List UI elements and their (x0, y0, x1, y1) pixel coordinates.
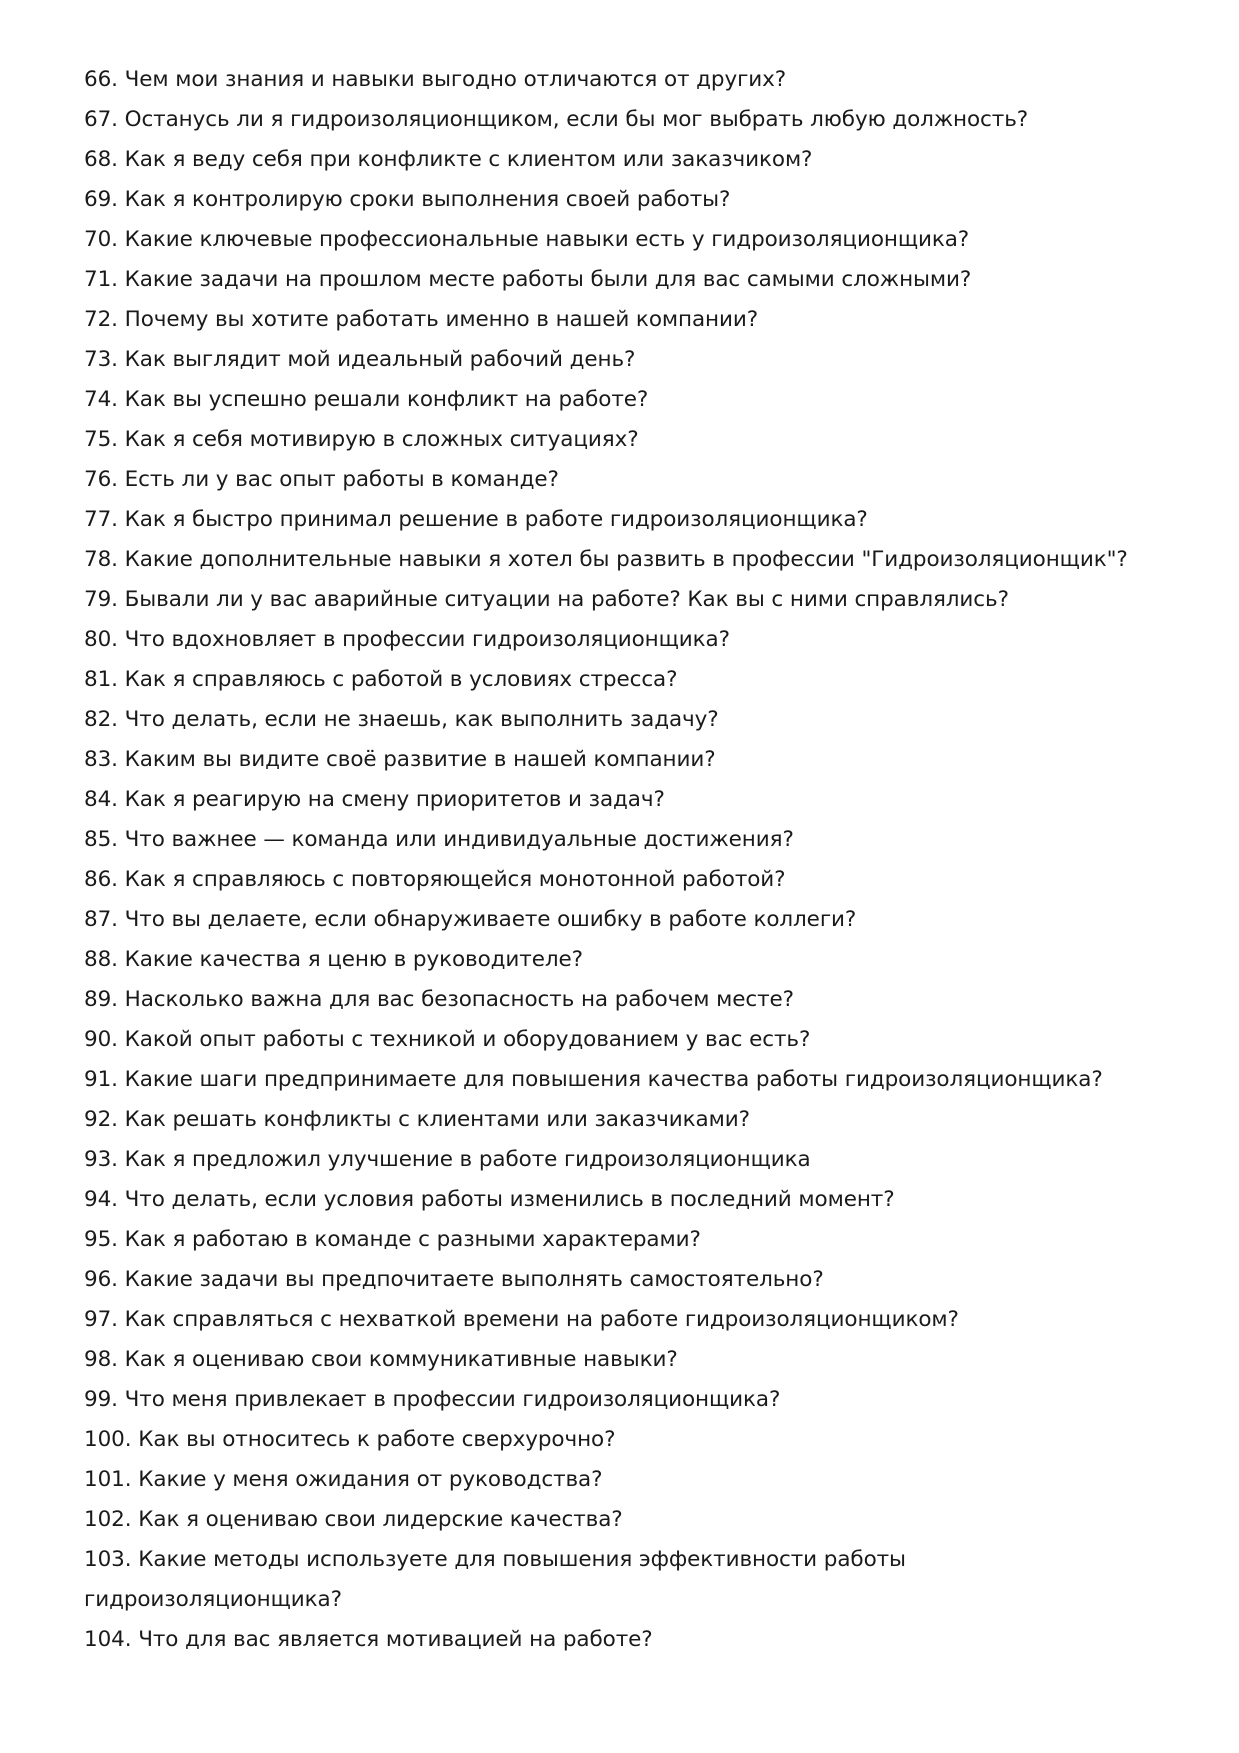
question-item: 98. Как я оцениваю свои коммуникативные навыки? (84, 1347, 678, 1372)
question-item: 69. Как я контролирую сроки выполнения своей работы? (84, 187, 731, 212)
question-item: 77. Как я быстро принимал решение в работе гидроизоляционщика? (84, 507, 868, 532)
question-item: 67. Останусь ли я гидроизоляционщиком, если бы мог выбрать любую должность? (84, 107, 1029, 132)
question-item: 102. Как я оцениваю свои лидерские качества? (84, 1507, 623, 1532)
question-item: 70. Какие ключевые профессиональные навыки есть у гидроизоляционщика? (84, 227, 970, 252)
question-item: 88. Какие качества я ценю в руководителе? (84, 947, 583, 972)
question-item: 94. Что делать, если условия работы изменились в последний момент? (84, 1187, 895, 1212)
question-item: 85. Что важнее — команда или индивидуальные достижения? (84, 827, 794, 852)
question-item: 84. Как я реагирую на смену приоритетов и задач? (84, 787, 665, 812)
question-item: 80. Что вдохновляет в профессии гидроизоляционщика? (84, 627, 730, 652)
question-item: 74. Как вы успешно решали конфликт на работе? (84, 387, 649, 412)
question-item: 90. Какой опыт работы с техникой и оборудованием у вас есть? (84, 1027, 811, 1052)
question-item: 86. Как я справляюсь с повторяющейся монотонной работой? (84, 867, 786, 892)
question-item: 89. Насколько важна для вас безопасность на рабочем месте? (84, 987, 794, 1012)
question-item: 75. Как я себя мотивирую в сложных ситуациях? (84, 427, 639, 452)
question-item: 78. Какие дополнительные навыки я хотел бы развить в профессии "Гидроизоляционщик"? (84, 547, 1128, 572)
question-item: 71. Какие задачи на прошлом месте работы были для вас самыми сложными? (84, 267, 972, 292)
question-item: 83. Каким вы видите своё развитие в нашей компании? (84, 747, 716, 772)
question-item: 100. Как вы относитесь к работе сверхурочно? (84, 1427, 616, 1452)
question-item: 76. Есть ли у вас опыт работы в команде? (84, 467, 559, 492)
question-list (84, 60, 1164, 1660)
question-item: 91. Какие шаги предпринимаете для повышения качества работы гидроизоляционщика? (84, 1067, 1103, 1092)
question-item: 73. Как выглядит мой идеальный рабочий день? (84, 347, 636, 372)
question-item: 66. Чем мои знания и навыки выгодно отличаются от других? (84, 67, 787, 92)
question-item: 82. Что делать, если не знаешь, как выполнить задачу? (84, 707, 719, 732)
question-item: 81. Как я справляюсь с работой в условиях стресса? (84, 667, 678, 692)
question-item: 104. Что для вас является мотивацией на работе? (84, 1627, 653, 1652)
question-item: 99. Что меня привлекает в профессии гидроизоляционщика? (84, 1387, 781, 1412)
question-item: 96. Какие задачи вы предпочитаете выполнять самостоятельно? (84, 1267, 824, 1292)
question-item: 103. Какие методы используете для повышения эффективности работы гидроизоляционщика? (84, 1547, 906, 1612)
question-item: 87. Что вы делаете, если обнаруживаете ошибку в работе коллеги? (84, 907, 857, 932)
question-item: 97. Как справляться с нехваткой времени на работе гидроизоляционщиком? (84, 1307, 959, 1332)
question-item: 68. Как я веду себя при конфликте с клиентом или заказчиком? (84, 147, 813, 172)
question-item: 93. Как я предложил улучшение в работе гидроизоляционщика (84, 1147, 811, 1172)
question-item: 95. Как я работаю в команде с разными характерами? (84, 1227, 701, 1252)
question-item: 72. Почему вы хотите работать именно в нашей компании? (84, 307, 759, 332)
question-item: 101. Какие у меня ожидания от руководства? (84, 1467, 603, 1492)
question-item: 92. Как решать конфликты с клиентами или заказчиками? (84, 1107, 750, 1132)
question-item: 79. Бывали ли у вас аварийные ситуации на работе? Как вы с ними справлялись? (84, 587, 1009, 612)
